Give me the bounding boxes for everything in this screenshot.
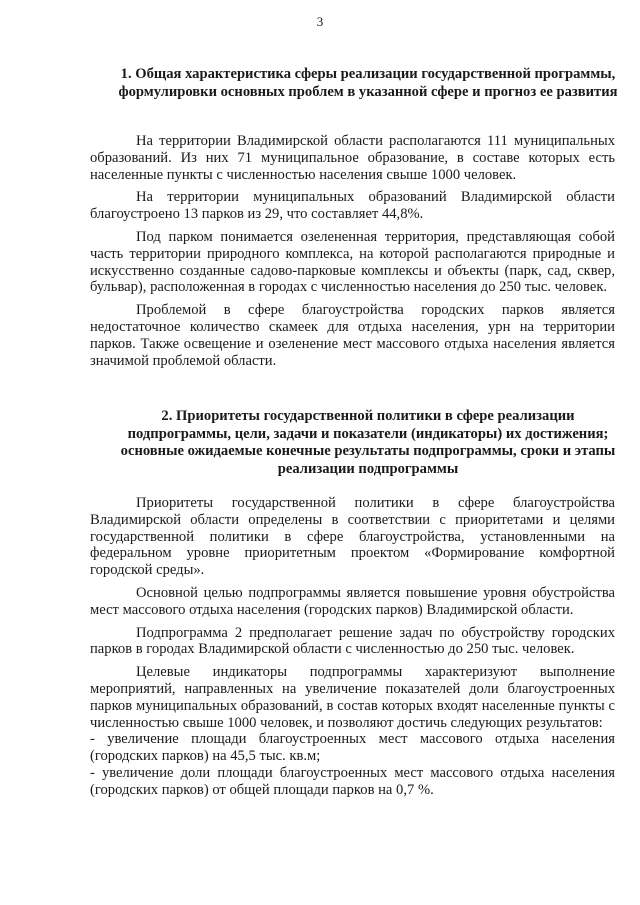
section-1-heading: 1. Общая характеристика сферы реализации государственной программы, формулировки основных проблем в указанной сфере и прогноз ее развития xyxy=(118,66,618,100)
paragraph: Подпрограмма 2 предполагает решение задач по обустройству городских парков в городах Владимирской области с численностью до 250 тыс. человек. xyxy=(90,624,615,658)
paragraph: Проблемой в сфере благоустройства городских парков является недостаточное количество скамеек для отдыха населения, урн на территории парков. Также освещение и озеленение мест массового отдыха населения является значимой проблемой области. xyxy=(90,302,615,369)
paragraph: Основной целью подпрограммы является повышение уровня обустройства мест массового отдыха населения (городских парков) Владимирской области. xyxy=(90,584,615,618)
paragraph: Целевые индикаторы подпрограммы характеризуют выполнение мероприятий, направленных на увеличение показателей доли благоустроенных парков муниципальных образований, в состав которых входят населенные пункты с численностью свыше 1000 человек, и позволяют достичь следующих результатов: xyxy=(90,664,615,731)
section-2-heading: 2. Приоритеты государственной политики в сфере реализации подпрограммы, цели, задачи и показатели (индикаторы) их достижения; основные ожидаемые конечные результаты подпрограммы, сроки и этапы реализации подпрограммы xyxy=(120,408,616,477)
paragraph: На территории муниципальных образований Владимирской области благоустроено 13 парков из 29, что составляет 44,8%. xyxy=(90,189,615,223)
bullet-item: - увеличение доли площади благоустроенных мест массового отдыха населения (городских парков) от общей площади парков на 0,7 %. xyxy=(90,764,615,798)
paragraph: Под парком понимается озелененная территория, представляющая собой часть территории природного комплекса, на которой располагаются природные и искусственно созданные садово-парковые комплексы и объекты (парк, сад, сквер, бульвар), расположенная в городах с численностью населения до 250 тыс. человек. xyxy=(90,228,615,296)
paragraph: На территории Владимирской области располагаются 111 муниципальных образований. Из них 71 муниципальное образование, в составе которых есть населенные пункты с численностью населения свыше 1000 человек. xyxy=(90,133,615,183)
bullet-item: - увеличение площади благоустроенных мест массового отдыха населения (городских парков) на 45,5 тыс. кв.м; xyxy=(90,731,615,765)
section-1-body xyxy=(90,133,615,369)
page-number: 3 xyxy=(316,14,324,29)
section-2-body xyxy=(90,495,615,799)
paragraph: Приоритеты государственной политики в сфере благоустройства Владимирской области определены в соответствии с приоритетами и целями государственной политики в сфере благоустройства, установленными на федеральном уровне приоритетным проектом «Формирование комфортной городской среды». xyxy=(90,495,615,579)
